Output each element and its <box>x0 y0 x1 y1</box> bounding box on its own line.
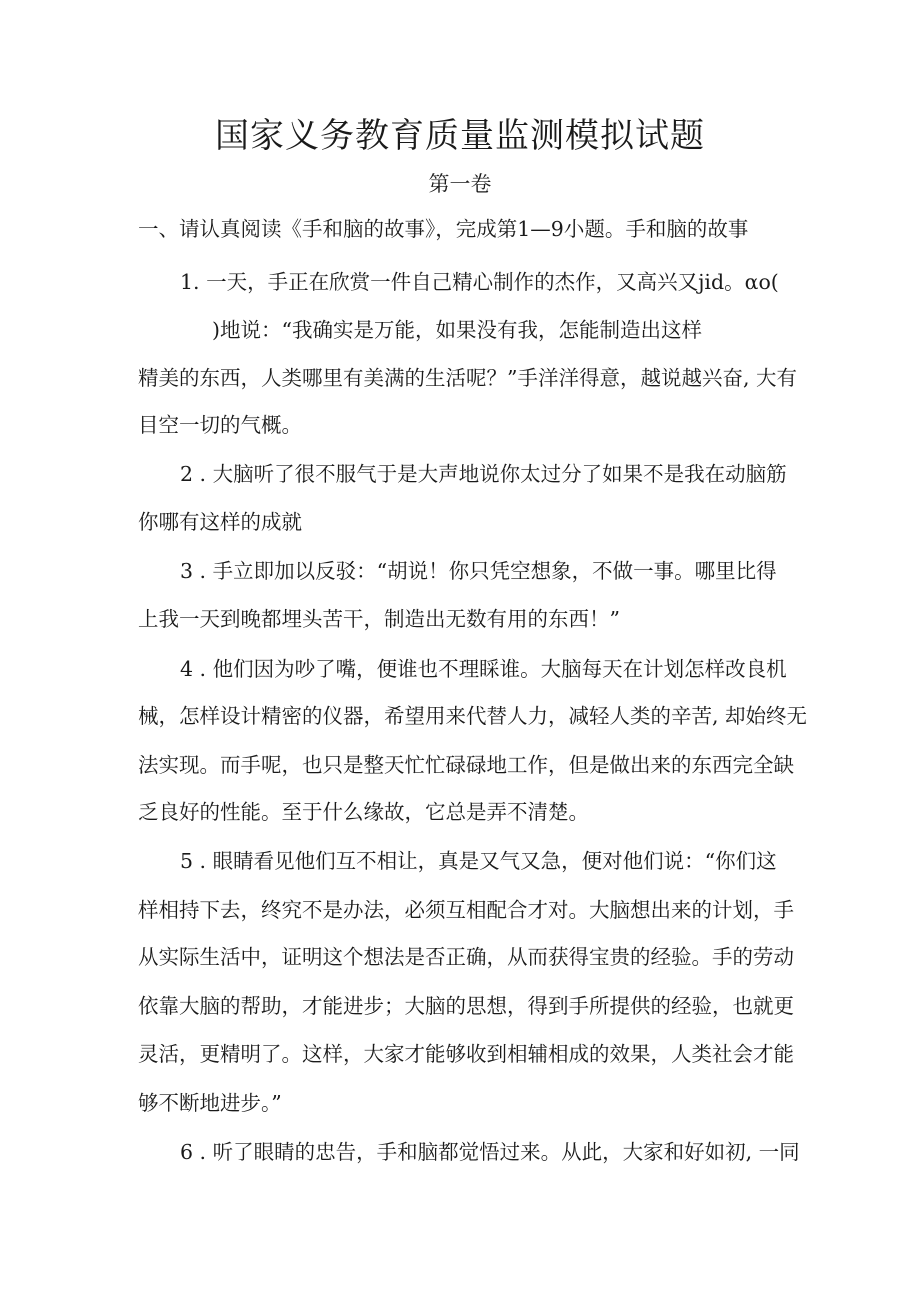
paragraph-5-line-1: 5 . 眼睛看见他们互不相让，真是又气又急，便对他们说：“你们这 <box>180 849 777 873</box>
paragraph-3-line-2: 上我一天到晚都埋头苦干，制造出无数有用的东西！” <box>138 607 620 631</box>
paragraph-6-line-1: 6 . 听了眼睛的忠告，手和脑都觉悟过来。从此，大家和好如初, 一同 <box>180 1140 800 1164</box>
paragraph-2-line-2: 你哪有这样的成就 <box>138 510 302 534</box>
paragraph-1-line-4: 目空一切的气概。 <box>138 413 302 437</box>
paragraph-4-line-1: 4 . 他们因为吵了嘴，便谁也不理睬谁。大脑每天在计划怎样改良机 <box>180 657 787 681</box>
paragraph-5-line-4: 依靠大脑的帮助，才能进步；大脑的思想，得到手所提供的经验，也就更 <box>138 994 794 1018</box>
document-title: 国家义务教育质量监测模拟试题 <box>215 116 705 156</box>
paragraph-2-line-1: 2 . 大脑听了很不服气于是大声地说你太过分了如果不是我在动脑筋 <box>180 462 787 486</box>
paragraph-5-line-2: 样相持下去，终究不是办法，必须互相配合才对。大脑想出来的计划，手 <box>138 898 794 922</box>
paragraph-4-line-2: 械，怎样设计精密的仪器，希望用来代替人力，减轻人类的辛苦, 却始终无 <box>138 704 808 728</box>
paragraph-3-line-1: 3 . 手立即加以反驳：“胡说！你只凭空想象，不做一事。哪里比得 <box>180 559 777 583</box>
paragraph-4-line-4: 乏良好的性能。至于什么缘故，它总是弄不清楚。 <box>138 800 589 824</box>
paragraph-5-line-6: 够不断地进步。” <box>138 1091 282 1115</box>
paragraph-4-line-3: 法实现。而手呢，也只是整天忙忙碌碌地工作，但是做出来的东西完全缺 <box>138 753 794 777</box>
paragraph-1-line-3: 精美的东西，人类哪里有美满的生活呢？”手洋洋得意，越说越兴奋, 大有 <box>138 366 798 390</box>
paragraph-1-line-2: )地说：“我确实是万能，如果没有我，怎能制造出这样 <box>212 318 702 342</box>
paragraph-5-line-5: 灵活，更精明了。这样，大家才能够收到相辅相成的效果，人类社会才能 <box>138 1042 794 1066</box>
paragraph-1-line-1: 1. 一天，手正在欣赏一件自己精心制作的杰作，又高兴又jid。αo( <box>180 270 779 294</box>
section-instruction: 一、请认真阅读《手和脑的故事》，完成第1—9小题。手和脑的故事 <box>138 217 749 241</box>
volume-subtitle: 第一卷 <box>428 172 492 196</box>
paragraph-5-line-3: 从实际生活中，证明这个想法是否正确，从而获得宝贵的经验。手的劳动 <box>138 945 794 969</box>
